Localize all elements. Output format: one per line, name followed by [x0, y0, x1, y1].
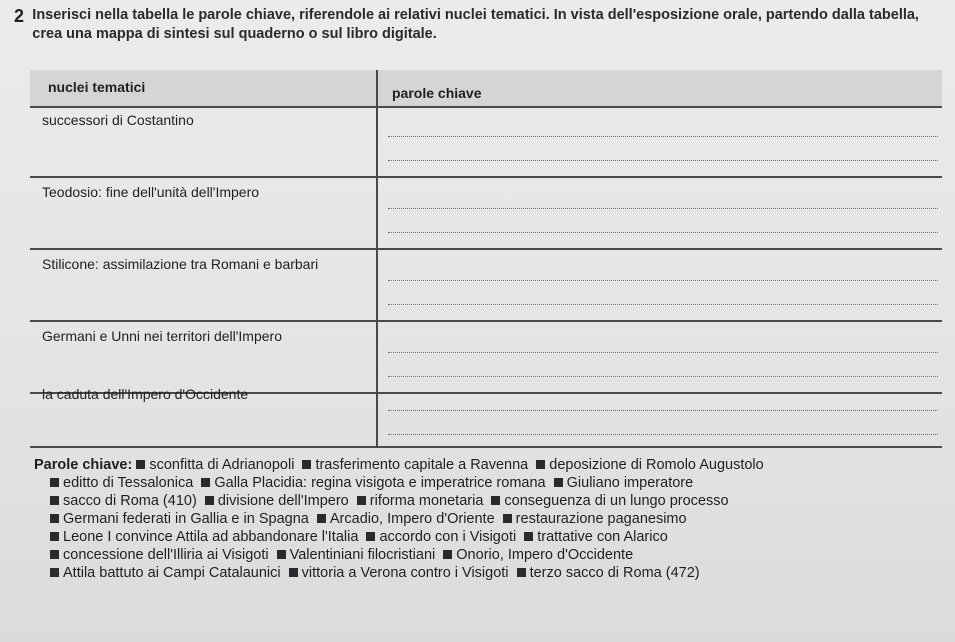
bullet-square-icon	[317, 514, 326, 523]
bullet-square-icon	[50, 532, 59, 541]
keyword-item: trattative con Alarico	[537, 529, 668, 545]
exercise-text: Inserisci nella tabella le parole chiave, riferendole ai relativi nuclei tematici. In vista dell'esposizione orale, partendo dalla tabella, crea una mappa di sintesi sul quaderno o sul libro digitale.	[32, 7, 919, 42]
bullet-square-icon	[536, 460, 545, 469]
keyword-item: Valentiniani filocristiani	[289, 547, 440, 563]
legend-line	[34, 492, 944, 510]
legend-label: Parole chiave:	[34, 457, 133, 473]
keyword-item: editto di Tessalonica	[63, 475, 198, 491]
exercise-number: 2	[14, 6, 25, 26]
answer-line[interactable]	[388, 376, 938, 377]
bullet-square-icon	[50, 550, 59, 559]
bullet-square-icon	[357, 496, 366, 505]
bullet-square-icon	[50, 478, 59, 487]
nucleo-label: la caduta dell'Impero d'Occidente	[42, 386, 249, 402]
header-nuclei-tematici: nuclei tematici	[48, 79, 146, 95]
keyword-item: Germani federati in Gallia e in Spagna	[63, 511, 313, 527]
bullet-square-icon	[50, 514, 59, 523]
keyword-item: divisione dell'Impero	[217, 493, 353, 509]
keywords-legend	[34, 456, 944, 582]
answer-line[interactable]	[388, 280, 938, 281]
bullet-square-icon	[302, 460, 311, 469]
bullet-square-icon	[366, 532, 375, 541]
nucleo-label: Germani e Unni nei territori dell'Impero	[42, 328, 282, 344]
keyword-item: deposizione di Romolo Augustolo	[549, 457, 764, 473]
legend-line	[34, 456, 944, 474]
keyword-item: Arcadio, Impero d'Oriente	[329, 511, 499, 527]
nucleo-label: Stilicone: assimilazione tra Romani e barbari	[42, 256, 319, 272]
table-header	[30, 70, 942, 108]
keyword-item: trasferimento capitale a Ravenna	[315, 457, 533, 473]
bullet-square-icon	[201, 478, 210, 487]
bullet-square-icon	[524, 532, 533, 541]
keyword-item: restaurazione paganesimo	[515, 511, 687, 527]
exercise-instructions	[14, 6, 944, 44]
column-divider	[376, 70, 378, 448]
bullet-square-icon	[443, 550, 452, 559]
bullet-square-icon	[50, 568, 59, 577]
legend-line	[34, 510, 944, 528]
answer-line[interactable]	[388, 232, 938, 233]
keyword-item: accordo con i Visigoti	[379, 529, 521, 545]
table-row	[30, 178, 942, 250]
table-row	[30, 250, 942, 322]
keyword-item: concessione dell'Illiria ai Visigoti	[63, 547, 273, 563]
keyword-item: conseguenza di un lungo processo	[504, 493, 729, 509]
keyword-item: Onorio, Impero d'Occidente	[456, 547, 634, 563]
answer-line[interactable]	[388, 352, 938, 353]
nucleo-label: Teodosio: fine dell'unità dell'Impero	[42, 184, 260, 200]
legend-line	[34, 546, 944, 564]
keyword-item: Leone I convince Attila ad abbandonare l'Italia	[63, 529, 363, 545]
keyword-item: sconfitta di Adrianopoli	[149, 457, 299, 473]
table-row	[30, 106, 942, 178]
answer-line[interactable]	[388, 160, 938, 161]
bullet-square-icon	[50, 496, 59, 505]
answer-line[interactable]	[388, 410, 938, 411]
answer-line[interactable]	[388, 136, 938, 137]
keyword-item: Attila battuto ai Campi Catalaunici	[63, 565, 285, 581]
answer-line[interactable]	[388, 434, 938, 435]
bullet-square-icon	[554, 478, 563, 487]
answer-line[interactable]	[388, 208, 938, 209]
bullet-square-icon	[503, 514, 512, 523]
keyword-item: terzo sacco di Roma (472)	[529, 565, 700, 581]
keyword-item: Galla Placidia: regina visigota e imperatrice romana	[214, 475, 550, 491]
bullet-square-icon	[289, 568, 298, 577]
bullet-square-icon	[205, 496, 214, 505]
header-parole-chiave: parole chiave	[392, 85, 482, 101]
keyword-item: vittoria a Verona contro i Visigoti	[301, 565, 513, 581]
legend-line	[34, 564, 944, 582]
legend-line	[34, 528, 944, 546]
keyword-item: riforma monetaria	[369, 493, 488, 509]
bullet-square-icon	[491, 496, 500, 505]
answer-line[interactable]	[388, 304, 938, 305]
bullet-square-icon	[136, 460, 145, 469]
legend-line	[34, 474, 944, 492]
keywords-table	[30, 70, 942, 450]
bullet-square-icon	[277, 550, 286, 559]
nucleo-label: successori di Costantino	[42, 112, 194, 128]
keyword-item: sacco di Roma (410)	[63, 493, 201, 509]
table-row	[30, 380, 942, 448]
keyword-item: Giuliano imperatore	[566, 475, 694, 491]
bullet-square-icon	[517, 568, 526, 577]
